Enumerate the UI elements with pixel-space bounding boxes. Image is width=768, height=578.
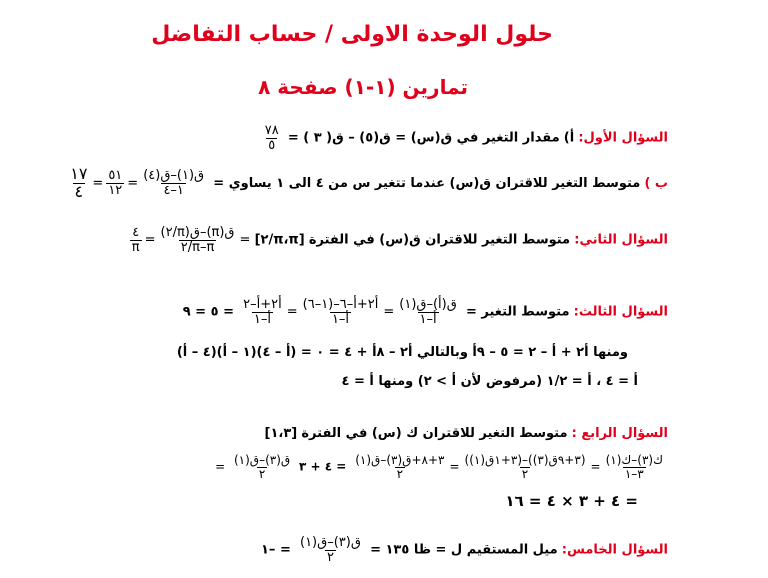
question-1-part-a <box>260 124 668 152</box>
question-5-text: ميل المستقيم ل = ظا ١٣٥ = <box>370 542 558 558</box>
question-5-label: السؤال الخامس: <box>561 542 668 558</box>
question-4-label: السؤال الرابع : <box>571 426 668 441</box>
question-4-expression: $\frac{\text{ك(٣)–ك(١)}}{٣-١}$ = $\frac{\text{(٣+٩ق(٣))–(٣+١ق(١))}}{٢}$ = $\frac{\text{٣+٨+ق(٣)–ق(١)}}{٢}$ = ٤ + ٣ $\frac{\text{ق(٣)–ق(١)}}{٢}$ = <box>215 453 663 481</box>
question-3-text: متوسط التغير = <box>465 304 570 320</box>
question-2-fraction-1: $\frac{\text{ق(π)–ق(π/٢)}}{\pi-\pi/٢}$ <box>160 225 235 255</box>
question-2-interval: [π،π/٢] <box>254 232 305 248</box>
page-subtitle: تمارين (١-١) صفحة ٨ <box>258 75 468 99</box>
question-4-result: = ٤ + ٣ × ٤ = ١٦ <box>505 492 638 510</box>
question-5-fraction: $\frac{\text{ق(٣)–ق(١)}}{٢}$ <box>299 535 361 565</box>
question-4-fraction-3: $\frac{\text{٣+٨+ق(٣)–ق(١)}}{٢}$ <box>355 453 445 481</box>
part-b-fraction-2: $\frac{٥١}{١٢}$ <box>108 168 123 198</box>
question-2-text: متوسط التغير للاقتران ق(س) في الفترة <box>308 232 571 248</box>
question-4-fraction-1: $\frac{\text{ك(٣)–ك(١)}}{٣-١}$ <box>605 453 663 481</box>
question-3-fraction-1: $\frac{\text{ق(أ)–ق(١)}}{\text{أ–١}}$ <box>399 297 457 327</box>
question-3-result: = ٥ = ٩ <box>182 304 234 320</box>
question-2-fraction-2: $\frac{٤}{\pi}$ <box>131 225 140 255</box>
part-b-fraction-1: $\frac{\text{ق(١)–ق(٤)}}{١-٤}$ <box>143 168 205 198</box>
question-4 <box>265 426 668 441</box>
question-4-text: متوسط التغير للاقتران ك (س) في الفترة <box>301 426 568 441</box>
page-title: حلول الوحدة الاولى / حساب التفاضل <box>151 22 553 47</box>
question-3: السؤال الثالث: متوسط التغير = $\frac{\text{ق(أ)–ق(١)}}{\text{أ–١}}$ = $\frac{\text{أ٢+أ–٦–(١–٦)}}{\text{أ–١}}$ = $\frac{\text{أ٢+أ–٢}}{\text{أ–١}}$ = ٥ = ٩ <box>182 297 668 327</box>
part-a-value: $\frac{٧٨}{٥}$ <box>264 123 279 153</box>
question-1-label: السؤال الأول: <box>578 130 668 146</box>
question-4-fraction-4: $\frac{\text{ق(٣)–ق(١)}}{٢}$ <box>233 453 291 481</box>
question-4-step: = ٤ + ٣ <box>299 459 347 474</box>
question-3-fraction-3: $\frac{\text{أ٢+أ–٢}}{\text{أ–١}}$ <box>243 297 282 327</box>
part-b-marker: ب ) <box>644 175 668 191</box>
question-1-part-b: ب ) متوسط التغير للاقتران ق(س) عندما تتغير س من ٤ الى ١ يساوي = $\frac{\text{ق(١)–ق(٤)}}{١-٤}$ = $\frac{٥١}{١٢}$ = $\frac{١٧}{٤}$ <box>70 164 668 201</box>
question-3-label: السؤال الثالث: <box>573 304 668 320</box>
part-a-text: مقدار التغير في ق(س) = ق(٥) – ق( ٣ ) = <box>287 130 560 146</box>
question-3-line-2: ومنها أ٢ + أ – ٢ = ٥ – ٩أ وبالتالي أ٢ – ٨أ + ٤ = ٠ = (أ – ٤)(١ – أ)(٤ – أ) <box>176 345 628 360</box>
question-3-fraction-2: $\frac{\text{أ٢+أ–٦–(١–٦)}}{\text{أ–١}}$ <box>302 297 379 327</box>
question-3-line-3: أ = ٤ ، أ = ١/٢ (مرفوض لأن أ > ٢) ومنها أ = ٤ <box>341 374 638 389</box>
question-5 <box>261 536 668 564</box>
part-b-text: متوسط التغير للاقتران ق(س) عندما تتغير س من ٤ الى ١ يساوي = <box>213 175 641 191</box>
question-5-result: = –١ <box>260 542 291 558</box>
part-a-marker: أ) <box>563 130 575 146</box>
question-2-label: السؤال الثاني: <box>574 232 668 248</box>
question-4-interval: [١،٣] <box>264 426 298 441</box>
part-b-fraction-3: $\frac{١٧}{٤}$ <box>70 164 88 201</box>
question-4-fraction-2: $\frac{\text{(٣+٩ق(٣))–(٣+١ق(١))}}{٢}$ <box>464 453 586 481</box>
question-2: السؤال الثاني: متوسط التغير للاقتران ق(س) في الفترة [π،π/٢] = $\frac{\text{ق(π)–ق(π/٢)}}{\pi-\pi/٢}$ = $\frac{٤}{\pi}$ <box>131 225 668 255</box>
